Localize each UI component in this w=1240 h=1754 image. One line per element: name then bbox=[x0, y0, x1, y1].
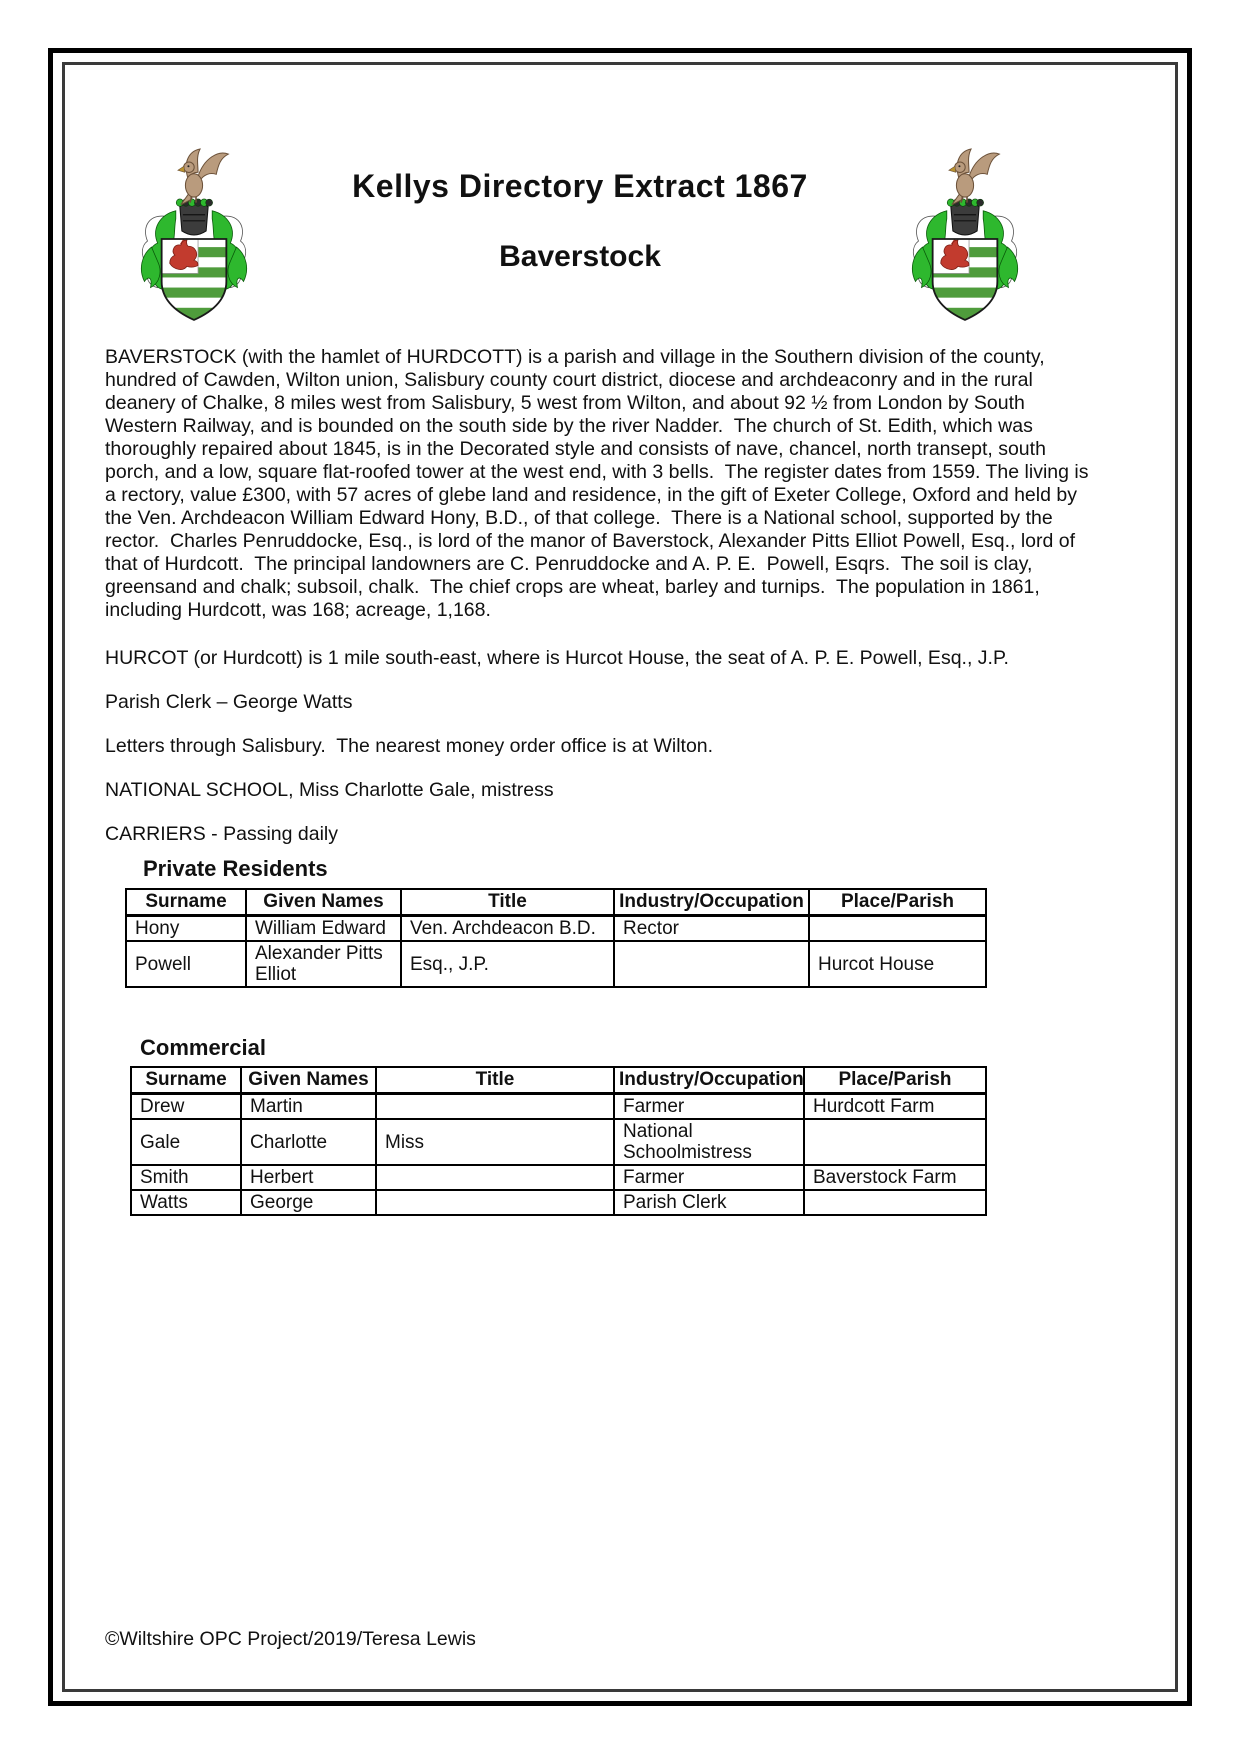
paragraph-national-school: NATIONAL SCHOOL, Miss Charlotte Gale, mistress bbox=[105, 779, 554, 801]
col-header-given-names: Given Names bbox=[241, 1067, 376, 1094]
col-header-given-names: Given Names bbox=[246, 889, 401, 916]
paragraph-letters: Letters through Salisbury. The nearest money order office is at Wilton. bbox=[105, 735, 714, 757]
cell-place-parish: Baverstock Farm bbox=[804, 1165, 986, 1190]
cell-surname: Watts bbox=[131, 1190, 241, 1215]
body-text bbox=[105, 346, 1095, 867]
cell-surname: Drew bbox=[131, 1094, 241, 1120]
commercial-table bbox=[130, 1066, 987, 1216]
section-heading-commercial: Commercial bbox=[140, 1035, 266, 1060]
cell-surname: Hony bbox=[126, 916, 246, 942]
cell-title: Miss bbox=[376, 1119, 614, 1165]
col-header-place-parish: Place/Parish bbox=[804, 1067, 986, 1094]
cell-industry-occupation: Farmer bbox=[614, 1094, 804, 1120]
paragraph-parish-clerk: Parish Clerk – George Watts bbox=[105, 691, 353, 713]
cell-industry-occupation bbox=[614, 941, 809, 987]
cell-place-parish: Hurdcott Farm bbox=[804, 1094, 986, 1120]
cell-industry-occupation: Parish Clerk bbox=[614, 1190, 804, 1215]
cell-given-names: William Edward bbox=[246, 916, 401, 942]
private-residents-table bbox=[125, 888, 987, 988]
cell-industry-occupation: Rector bbox=[614, 916, 809, 942]
cell-place-parish: Hurcot House bbox=[809, 941, 986, 987]
cell-place-parish bbox=[804, 1190, 986, 1215]
cell-surname: Powell bbox=[126, 941, 246, 987]
cell-industry-occupation: Farmer bbox=[614, 1165, 804, 1190]
cell-given-names: George bbox=[241, 1190, 376, 1215]
cell-title bbox=[376, 1190, 614, 1215]
cell-industry-occupation: National Schoolmistress bbox=[614, 1119, 804, 1165]
paragraph-hurcot: HURCOT (or Hurdcott) is 1 mile south-east, where is Hurcot House, the seat of A. P. E. Powell, Esq., J.P. bbox=[105, 647, 1009, 669]
table-row bbox=[131, 1094, 986, 1120]
col-header-title: Title bbox=[376, 1067, 614, 1094]
cell-place-parish bbox=[804, 1119, 986, 1165]
cell-title bbox=[376, 1094, 614, 1120]
table-row bbox=[131, 1165, 986, 1190]
cell-given-names: Martin bbox=[241, 1094, 376, 1120]
col-header-industry-occupation: Industry/Occupation bbox=[614, 1067, 804, 1094]
cell-given-names: Charlotte bbox=[241, 1119, 376, 1165]
col-header-surname: Surname bbox=[131, 1067, 241, 1094]
col-header-surname: Surname bbox=[126, 889, 246, 916]
paragraph-baverstock-description: BAVERSTOCK (with the hamlet of HURDCOTT) is a parish and village in the Southern division of the county, hundred of Cawden, Wilton union, Salisbury county court district, diocese and archdeaconry and in the rural deanery of Chalke, 8 miles west from Salisbury, 5 west from Wilton, and about 92 ½ from London by South Western Railway, and is bounded on the south side by the river Nadder. The church of St. Edith, which was thoroughly repaired about 1845, is in the Decorated style and consists of nave, chancel, north transept, south porch, and a low, square flat-roofed tower at the west end, with 3 bells. The register dates from 1559. The living is a rectory, value £300, with 57 acres of glebe land and residence, in the gift of Exeter College, Oxford and held by the Ven. Archdeacon William Edward Hony, B.D., of that college. There is a National school, supported by the rector. Charles Penruddocke, Esq., is lord of the manor of Baverstock, Alexander Pitts Elliot Powell, Esq., lord of that of Hurdcott. The principal landowners are C. Penruddocke and A. P. E. Powell, Esqrs. The soil is clay, greensand and chalk; subsoil, chalk. The chief crops are wheat, barley and turnips. The population in 1861, including Hurdcott, was 168; acreage, 1,168. bbox=[105, 346, 1094, 621]
cell-place-parish bbox=[809, 916, 986, 942]
col-header-title: Title bbox=[401, 889, 614, 916]
section-heading-private-residents: Private Residents bbox=[143, 856, 328, 881]
col-header-industry-occupation: Industry/Occupation bbox=[614, 889, 809, 916]
table-row bbox=[131, 1119, 986, 1165]
cell-title bbox=[376, 1165, 614, 1190]
copyright-text: ©Wiltshire OPC Project/2019/Teresa Lewis bbox=[105, 1628, 476, 1650]
table-row bbox=[126, 916, 986, 942]
cell-given-names: Alexander Pitts Elliot bbox=[246, 941, 401, 987]
cell-given-names: Herbert bbox=[241, 1165, 376, 1190]
table-row bbox=[131, 1190, 986, 1215]
paragraph-carriers: CARRIERS - Passing daily bbox=[105, 823, 338, 845]
col-header-place-parish: Place/Parish bbox=[809, 889, 986, 916]
table-row bbox=[126, 941, 986, 987]
table-header-row bbox=[126, 889, 986, 916]
cell-title: Ven. Archdeacon B.D. bbox=[401, 916, 614, 942]
page-title: Kellys Directory Extract 1867 bbox=[352, 168, 808, 204]
page-subtitle: Baverstock bbox=[499, 240, 661, 273]
cell-surname: Gale bbox=[131, 1119, 241, 1165]
cell-surname: Smith bbox=[131, 1165, 241, 1190]
table-header-row bbox=[131, 1067, 986, 1094]
cell-title: Esq., J.P. bbox=[401, 941, 614, 987]
